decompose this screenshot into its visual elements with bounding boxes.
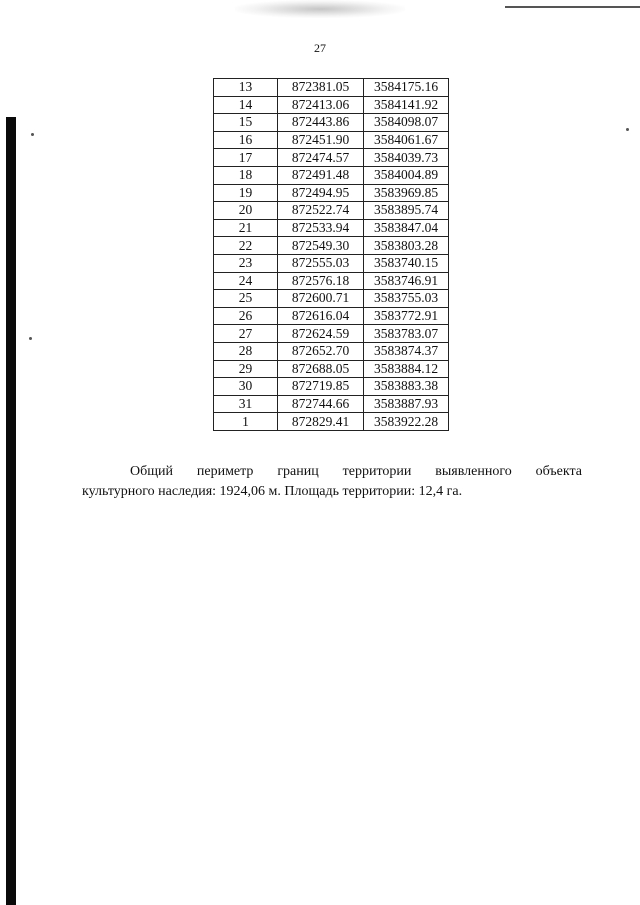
x-coordinate-cell: 872744.66	[278, 395, 364, 413]
y-coordinate-cell: 3584039.73	[364, 149, 449, 167]
point-number-cell: 1	[214, 413, 278, 431]
scan-artifact	[235, 0, 405, 18]
summary-word: Общий	[130, 464, 173, 479]
y-coordinate-cell: 3583969.85	[364, 184, 449, 202]
point-number-cell: 30	[214, 378, 278, 396]
point-number-cell: 31	[214, 395, 278, 413]
table-row	[214, 219, 449, 237]
point-number-cell: 21	[214, 219, 278, 237]
table-row	[214, 307, 449, 325]
y-coordinate-cell: 3583884.12	[364, 360, 449, 378]
table-row	[214, 254, 449, 272]
x-coordinate-cell: 872549.30	[278, 237, 364, 255]
x-coordinate-cell: 872413.06	[278, 96, 364, 114]
point-number-cell: 17	[214, 149, 278, 167]
summary-word: границ	[277, 464, 319, 479]
y-coordinate-cell: 3583746.91	[364, 272, 449, 290]
coordinates-table	[213, 78, 449, 431]
y-coordinate-cell: 3584098.07	[364, 114, 449, 132]
table-row	[214, 79, 449, 97]
x-coordinate-cell: 872719.85	[278, 378, 364, 396]
summary-word: периметр	[196, 464, 254, 479]
x-coordinate-cell: 872600.71	[278, 290, 364, 308]
x-coordinate-cell: 872576.18	[278, 272, 364, 290]
point-number-cell: 23	[214, 254, 278, 272]
x-coordinate-cell: 872451.90	[278, 131, 364, 149]
y-coordinate-cell: 3584004.89	[364, 166, 449, 184]
y-coordinate-cell: 3584141.92	[364, 96, 449, 114]
table-row	[214, 184, 449, 202]
x-coordinate-cell: 872474.57	[278, 149, 364, 167]
point-number-cell: 26	[214, 307, 278, 325]
coordinates-table-body	[214, 79, 449, 431]
point-number-cell: 18	[214, 166, 278, 184]
scan-edge-line	[505, 6, 640, 8]
table-row	[214, 378, 449, 396]
table-row	[214, 272, 449, 290]
point-number-cell: 22	[214, 237, 278, 255]
x-coordinate-cell: 872533.94	[278, 219, 364, 237]
point-number-cell: 20	[214, 202, 278, 220]
x-coordinate-cell: 872652.70	[278, 342, 364, 360]
summary-paragraph	[82, 462, 582, 502]
x-coordinate-cell: 872491.48	[278, 166, 364, 184]
point-number-cell: 13	[214, 79, 278, 97]
table-row	[214, 395, 449, 413]
x-coordinate-cell: 872522.74	[278, 202, 364, 220]
y-coordinate-cell: 3583755.03	[364, 290, 449, 308]
x-coordinate-cell: 872381.05	[278, 79, 364, 97]
x-coordinate-cell: 872688.05	[278, 360, 364, 378]
table-row	[214, 325, 449, 343]
scan-binding-edge	[6, 117, 16, 905]
table-row	[214, 360, 449, 378]
point-number-cell: 14	[214, 96, 278, 114]
x-coordinate-cell: 872443.86	[278, 114, 364, 132]
y-coordinate-cell: 3583847.04	[364, 219, 449, 237]
summary-line-2: культурного наследия: 1924,06 м. Площадь территории: 12,4 га.	[82, 484, 463, 499]
point-number-cell: 27	[214, 325, 278, 343]
point-number-cell: 19	[214, 184, 278, 202]
scan-speck	[31, 133, 34, 136]
y-coordinate-cell: 3583883.38	[364, 378, 449, 396]
summary-line-1	[82, 462, 582, 482]
table-row	[214, 202, 449, 220]
page-number: 27	[314, 41, 326, 55]
point-number-cell: 24	[214, 272, 278, 290]
y-coordinate-cell: 3583783.07	[364, 325, 449, 343]
y-coordinate-cell: 3583922.28	[364, 413, 449, 431]
y-coordinate-cell: 3583874.37	[364, 342, 449, 360]
summary-word: объекта	[535, 464, 582, 479]
y-coordinate-cell: 3583772.91	[364, 307, 449, 325]
table-row	[214, 290, 449, 308]
point-number-cell: 29	[214, 360, 278, 378]
scan-speck	[29, 337, 32, 340]
y-coordinate-cell: 3583740.15	[364, 254, 449, 272]
y-coordinate-cell: 3583895.74	[364, 202, 449, 220]
y-coordinate-cell: 3584175.16	[364, 79, 449, 97]
y-coordinate-cell: 3583803.28	[364, 237, 449, 255]
table-row	[214, 166, 449, 184]
scan-speck	[626, 128, 629, 131]
x-coordinate-cell: 872494.95	[278, 184, 364, 202]
table-row	[214, 342, 449, 360]
table-row	[214, 237, 449, 255]
summary-word: территории	[342, 464, 412, 479]
y-coordinate-cell: 3583887.93	[364, 395, 449, 413]
x-coordinate-cell: 872829.41	[278, 413, 364, 431]
point-number-cell: 28	[214, 342, 278, 360]
summary-word: выявленного	[435, 464, 512, 479]
table-row	[214, 131, 449, 149]
table-row	[214, 114, 449, 132]
point-number-cell: 25	[214, 290, 278, 308]
point-number-cell: 15	[214, 114, 278, 132]
table-row	[214, 413, 449, 431]
y-coordinate-cell: 3584061.67	[364, 131, 449, 149]
table-row	[214, 149, 449, 167]
x-coordinate-cell: 872555.03	[278, 254, 364, 272]
x-coordinate-cell: 872624.59	[278, 325, 364, 343]
point-number-cell: 16	[214, 131, 278, 149]
x-coordinate-cell: 872616.04	[278, 307, 364, 325]
table-row	[214, 96, 449, 114]
